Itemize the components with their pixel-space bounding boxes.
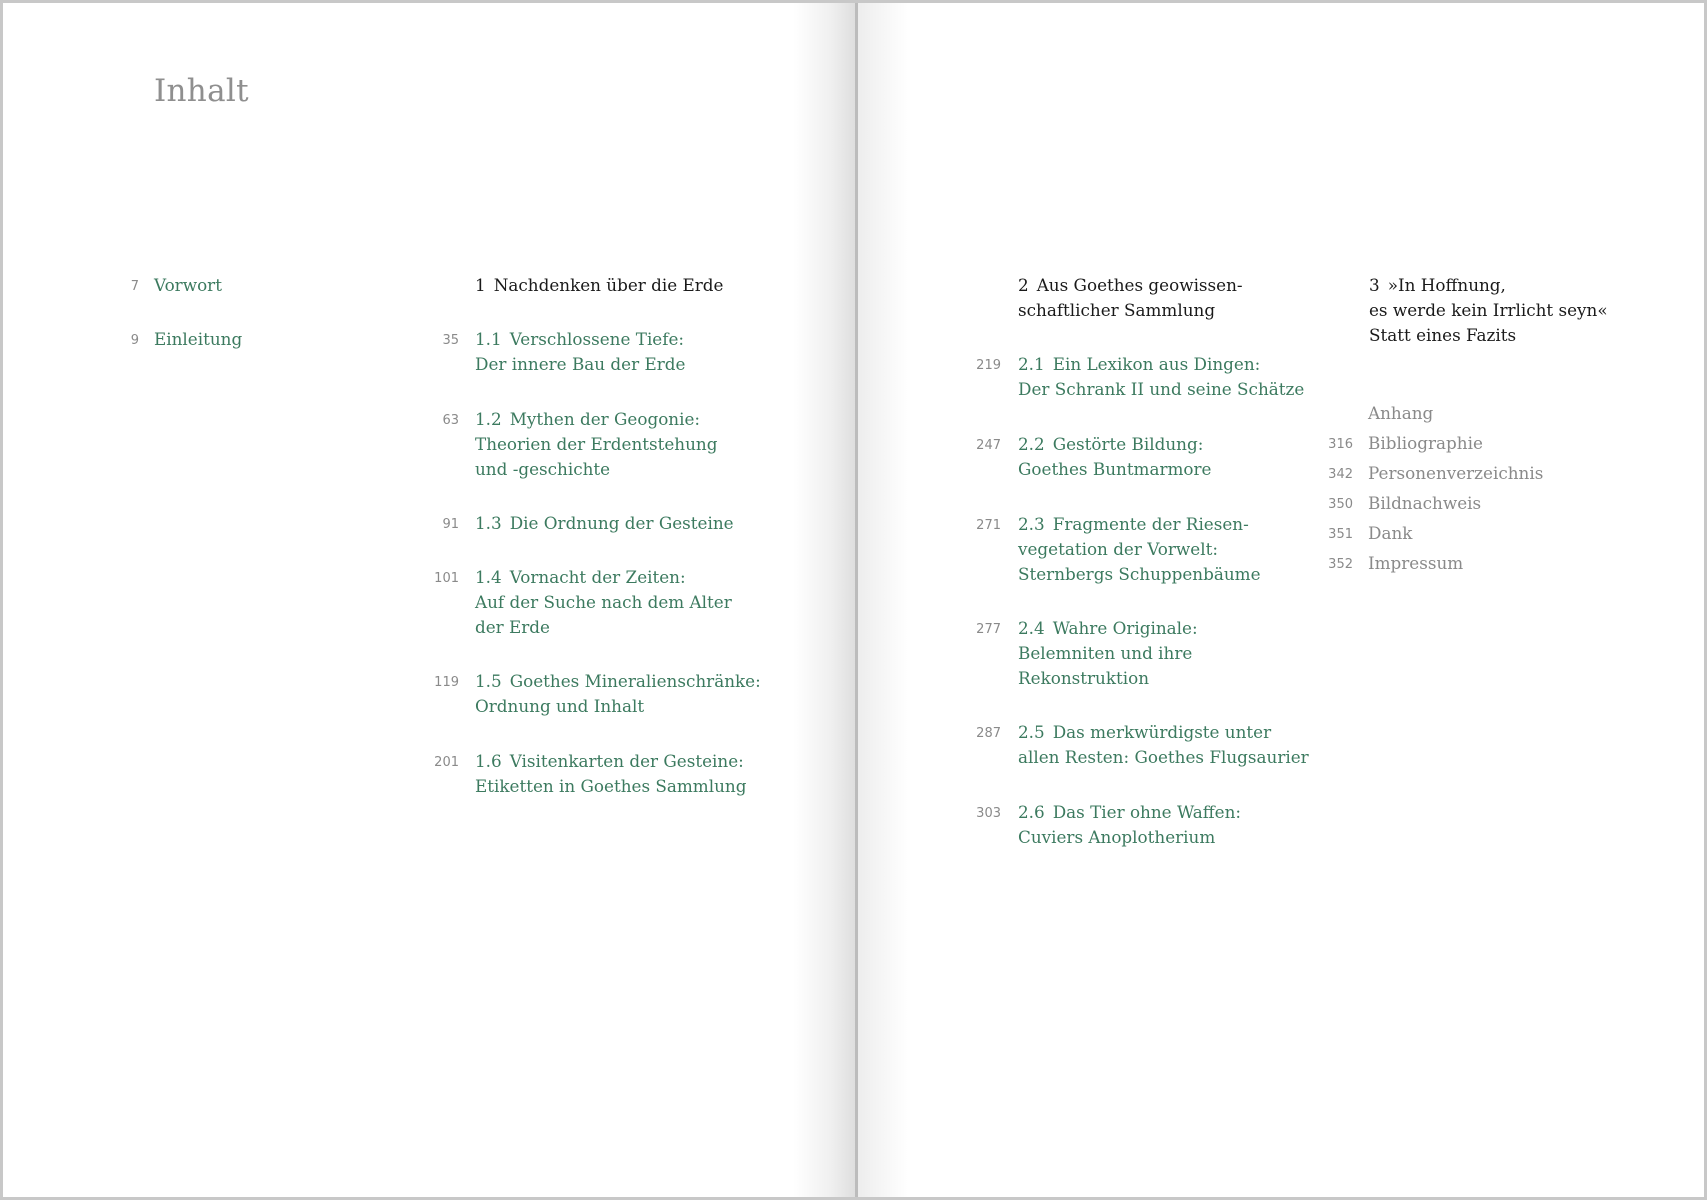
section-title-line: Sternbergs Schuppenbäume: [1018, 564, 1261, 584]
section-title: Wahre Originale:: [1052, 618, 1198, 638]
section-title-line: Auf der Suche nach dem Alter: [475, 592, 732, 612]
section-title-line: Belemniten und ihre: [1018, 643, 1193, 663]
chapter-number: 3: [1369, 275, 1380, 295]
page-number: 247: [976, 438, 1001, 453]
section-title: Mythen der Geogonie:: [509, 409, 701, 429]
section-title: Fragmente der Riesen-: [1052, 514, 1249, 534]
section-number: 1.1: [475, 329, 502, 349]
toc-entry-1-2[interactable]: [475, 407, 717, 482]
toc-entry-2-2[interactable]: [1018, 432, 1211, 482]
toc-entry-einleitung[interactable]: Einleitung: [154, 329, 243, 349]
toc-entry-1-1[interactable]: [475, 327, 685, 377]
section-title: Goethes Mineralienschränke:: [509, 671, 761, 691]
toc-entry-2-6[interactable]: [1018, 800, 1241, 850]
page-title: Inhalt: [154, 73, 249, 109]
page-number: 271: [976, 518, 1001, 533]
section-title: Verschlossene Tiefe:: [509, 329, 685, 349]
section-title-line: Theorien der Erdentstehung: [475, 434, 718, 454]
section-title: Das merkwürdigste unter: [1052, 722, 1272, 742]
section-title-line: Goethes Buntmarmore: [1018, 459, 1212, 479]
section-number: 2.1: [1018, 354, 1045, 374]
page-number: 119: [434, 675, 459, 690]
section-title-line: Ordnung und Inhalt: [475, 696, 645, 716]
toc-entry-bibliographie[interactable]: Bibliographie: [1368, 433, 1483, 453]
toc-entry-2-5[interactable]: [1018, 720, 1309, 770]
section-number: 1.2: [475, 409, 502, 429]
toc-entry-1-3[interactable]: [475, 511, 734, 536]
chapter-title: Aus Goethes geowissen-: [1036, 275, 1243, 295]
section-title-line: vegetation der Vorwelt:: [1018, 539, 1218, 559]
section-title-line: Rekonstruktion: [1018, 668, 1150, 688]
page-number: 7: [130, 279, 139, 294]
section-title: Visitenkarten der Gesteine:: [509, 751, 744, 771]
chapter-3-heading[interactable]: [1369, 273, 1608, 348]
chapter-1-heading[interactable]: [475, 273, 723, 298]
section-title: Das Tier ohne Waffen:: [1052, 802, 1242, 822]
section-title: Gestörte Bildung:: [1052, 434, 1204, 454]
page-number: 201: [434, 755, 459, 770]
section-number: 1.4: [475, 567, 502, 587]
appendix-heading: Anhang: [1368, 403, 1434, 423]
section-title-line: Cuviers Anoplotherium: [1018, 827, 1216, 847]
right-page: [858, 3, 1704, 1197]
section-number: 1.6: [475, 751, 502, 771]
page-number: 352: [1328, 557, 1353, 572]
section-title-line: Der innere Bau der Erde: [475, 354, 686, 374]
chapter-number: 1: [475, 275, 486, 295]
chapter-title-line: es werde kein Irrlicht seyn«: [1369, 300, 1608, 320]
section-title: Ein Lexikon aus Dingen:: [1052, 354, 1261, 374]
section-number: 2.3: [1018, 514, 1045, 534]
toc-entry-dank[interactable]: Dank: [1368, 523, 1413, 543]
page-number: 219: [976, 358, 1001, 373]
chapter-title-line: Statt eines Fazits: [1369, 325, 1517, 345]
section-title-line: der Erde: [475, 617, 550, 637]
section-title: Vornacht der Zeiten:: [509, 567, 686, 587]
gutter-shadow: [793, 3, 855, 1197]
section-number: 2.5: [1018, 722, 1045, 742]
left-page: [3, 3, 855, 1197]
section-title-line: Etiketten in Goethes Sammlung: [475, 776, 747, 796]
chapter-title-line: schaftlicher Sammlung: [1018, 300, 1216, 320]
chapter-number: 2: [1018, 275, 1029, 295]
toc-entry-2-1[interactable]: [1018, 352, 1304, 402]
toc-entry-vorwort[interactable]: Vorwort: [154, 275, 222, 295]
section-number: 2.4: [1018, 618, 1045, 638]
toc-entry-1-6[interactable]: [475, 749, 746, 799]
section-title: Die Ordnung der Gesteine: [509, 513, 734, 533]
page-number: 35: [442, 333, 459, 348]
page-number: 101: [434, 571, 459, 586]
toc-entry-impressum[interactable]: Impressum: [1368, 553, 1464, 573]
section-number: 1.5: [475, 671, 502, 691]
page-number: 9: [130, 333, 139, 348]
page-number: 351: [1328, 527, 1353, 542]
page-number: 287: [976, 726, 1001, 741]
page-number: 63: [442, 413, 459, 428]
page-number: 350: [1328, 497, 1353, 512]
toc-entry-1-4[interactable]: [475, 565, 732, 640]
page-number: 342: [1328, 467, 1353, 482]
chapter-title: Nachdenken über die Erde: [493, 275, 724, 295]
page-number: 316: [1328, 437, 1353, 452]
section-title-line: allen Resten: Goethes Flugsaurier: [1018, 747, 1309, 767]
toc-entry-1-5[interactable]: [475, 669, 761, 719]
section-number: 2.6: [1018, 802, 1045, 822]
toc-entry-2-4[interactable]: [1018, 616, 1198, 691]
page-number: 277: [976, 622, 1001, 637]
chapter-title: »In Hoffnung,: [1387, 275, 1506, 295]
section-number: 1.3: [475, 513, 502, 533]
page-number: 303: [976, 806, 1001, 821]
chapter-2-heading[interactable]: [1018, 273, 1243, 323]
toc-entry-personenverzeichnis[interactable]: Personenverzeichnis: [1368, 463, 1544, 483]
section-title-line: Der Schrank II und seine Schätze: [1018, 379, 1305, 399]
section-number: 2.2: [1018, 434, 1045, 454]
toc-entry-2-3[interactable]: [1018, 512, 1261, 587]
page-number: 91: [442, 517, 459, 532]
toc-entry-bildnachweis[interactable]: Bildnachweis: [1368, 493, 1482, 513]
section-title-line: und -geschichte: [475, 459, 611, 479]
